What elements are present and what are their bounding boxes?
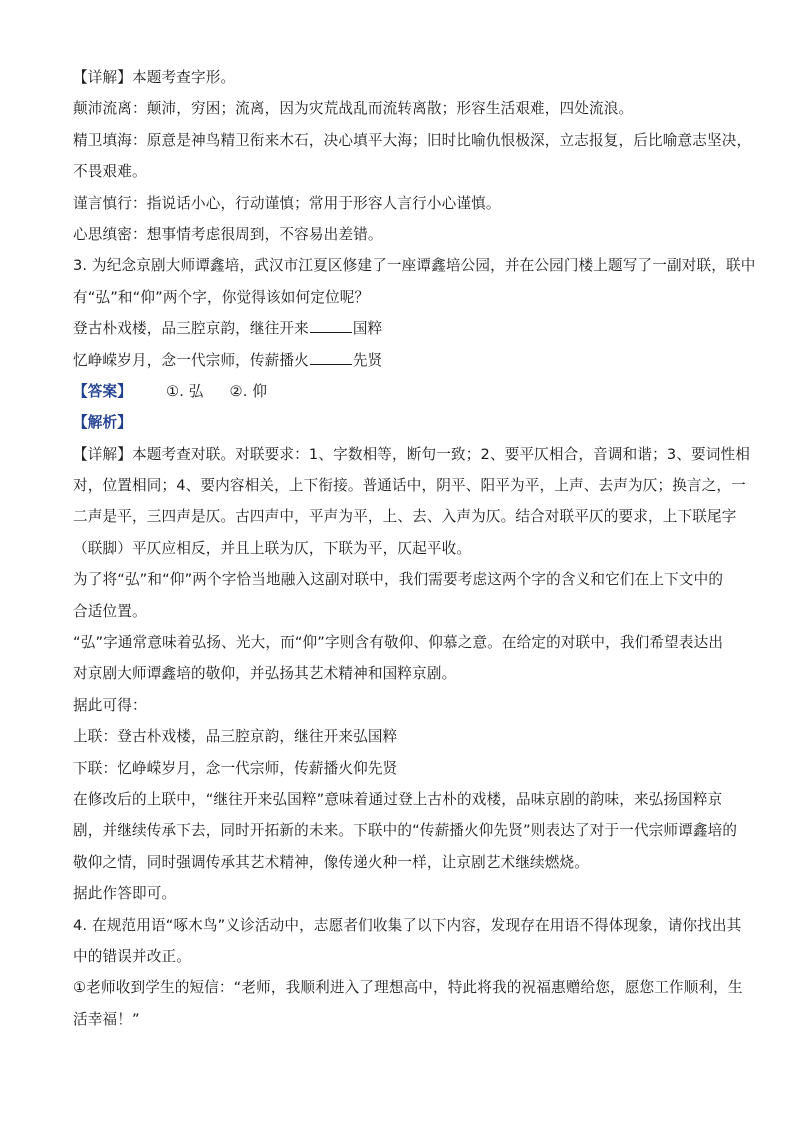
explanation-heading-1: 【详解】本题考查字形。 (73, 69, 236, 86)
analysis-text-4: （联脚）平仄应相反，并且上联为仄，下联为平，仄起平收。 (73, 539, 472, 557)
analysis-text-10: 在修改后的上联中，“继往开来弘国粹”意味着通过登上古朴的戏楼，品味京剧的韵味，来弘扬国粹京 (73, 790, 723, 808)
question-3-text: 3. 为纪念京剧大师谭鑫培，武汉市江夏区修建了一座谭鑫培公园，并在公园门楼上题写了一副对联，联中 (73, 257, 756, 275)
analysis-text-2: 对，位置相同；4、要内容相关，上下衔接。普通话中，阴平、阳平为平，上声、去声为仄；换言之，一 (73, 477, 746, 495)
analysis-text-3: 二声是平，三四声是仄。古四声中，平声为平，上、去、入声为仄。结合对联平仄的要求，上下联尾字 (73, 508, 737, 526)
answer-1: ①. 弘 (165, 382, 204, 400)
couplet-lower-line (73, 345, 723, 376)
couplet-lower-end: 先贤 (352, 351, 383, 369)
question-4-item-1: ①老师收到学生的短信：“老师，我顺利进入了理想高中，特此将我的祝福惠赠给您，愿您工作顺利，生 (73, 979, 743, 997)
analysis-label: 【解析】 (73, 414, 132, 432)
analysis-text-5: 为了将“弘”和“仰”两个字恰当地融入这副对联中，我们需要考虑这两个字的含义和它们在上下文中的 (73, 571, 724, 589)
question-4-text: 4. 在规范用语“啄木鸟”义诊活动中，志愿者们收集了以下内容，发现存在用语不得体现象，请你找出其 (73, 916, 742, 934)
idiom-explanation-2-cont: 不畏艰难。 (73, 163, 147, 181)
document-page (73, 62, 756, 1035)
idiom-explanation-2: 精卫填海：原意是神鸟精卫衔来木石，决心填平大海；旧时比喻仇恨极深，立志报复，后比喻意志坚决， (73, 131, 752, 149)
analysis-line (73, 407, 723, 438)
couplet-answer-lower: 下联：忆峥嵘岁月，念一代宗师，传薪播火仰先贤 (73, 759, 398, 777)
analysis-text-9: 据此可得： (73, 696, 147, 714)
answer-2: ②. 仰 (229, 382, 268, 400)
analysis-text-11: 剧，并继续传承下去，同时开拓新的未来。下联中的“传薪播火仰先贤”则表达了对于一代宗师谭鑫培的 (73, 822, 738, 840)
answer-line (73, 376, 723, 407)
question-4-text-cont: 中的错误并改正。 (73, 947, 191, 965)
couplet-upper-text: 登古朴戏楼，品三腔京韵，继往开来 (73, 320, 309, 338)
analysis-text-7: “弘”字通常意味着弘扬、光大，而“仰”字则含有敬仰、仰慕之意。在给定的对联中，我们希望表达出 (73, 634, 724, 652)
couplet-upper-end: 国粹 (352, 320, 383, 338)
analysis-text-8: 对京剧大师谭鑫培的敬仰，并弘扬其艺术精神和国粹京剧。 (73, 665, 457, 683)
analysis-text-12: 敬仰之情，同时强调传承其艺术精神，像传递火种一样，让京剧艺术继续燃烧。 (73, 853, 590, 871)
couplet-lower-text: 忆峥嵘岁月，念一代宗师，传薪播火 (73, 351, 309, 369)
couplet-answer-upper: 上联：登古朴戏楼，品三腔京韵，继往开来弘国粹 (73, 728, 398, 746)
idiom-explanation-1: 颠沛流离：颠沛，穷困；流离，因为灾荒战乱而流转离散；形容生活艰难，四处流浪。 (73, 100, 634, 118)
idiom-explanation-4: 心思缜密：想事情考虑很周到，不容易出差错。 (73, 225, 383, 243)
fill-blank-2 (310, 347, 352, 365)
analysis-text-1: 【详解】本题考查对联。对联要求：1、字数相等，断句一致；2、要平仄相合，音调和谐；3、要词性相 (73, 445, 751, 463)
question-3-text-cont: 有“弘”和“仰”两个字，你觉得该如何定位呢？ (73, 288, 370, 306)
analysis-conclusion: 据此作答即可。 (73, 885, 177, 903)
idiom-explanation-3: 谨言慎行：指说话小心，行动谨慎；常用于形容人言行小心谨慎。 (73, 194, 501, 212)
analysis-text-6: 合适位置。 (73, 602, 147, 620)
question-4-item-1-cont: 活幸福！” (73, 1010, 140, 1028)
couplet-upper-line (73, 313, 723, 344)
fill-blank-1 (310, 315, 352, 333)
answer-label: 【答案】 (73, 382, 132, 400)
